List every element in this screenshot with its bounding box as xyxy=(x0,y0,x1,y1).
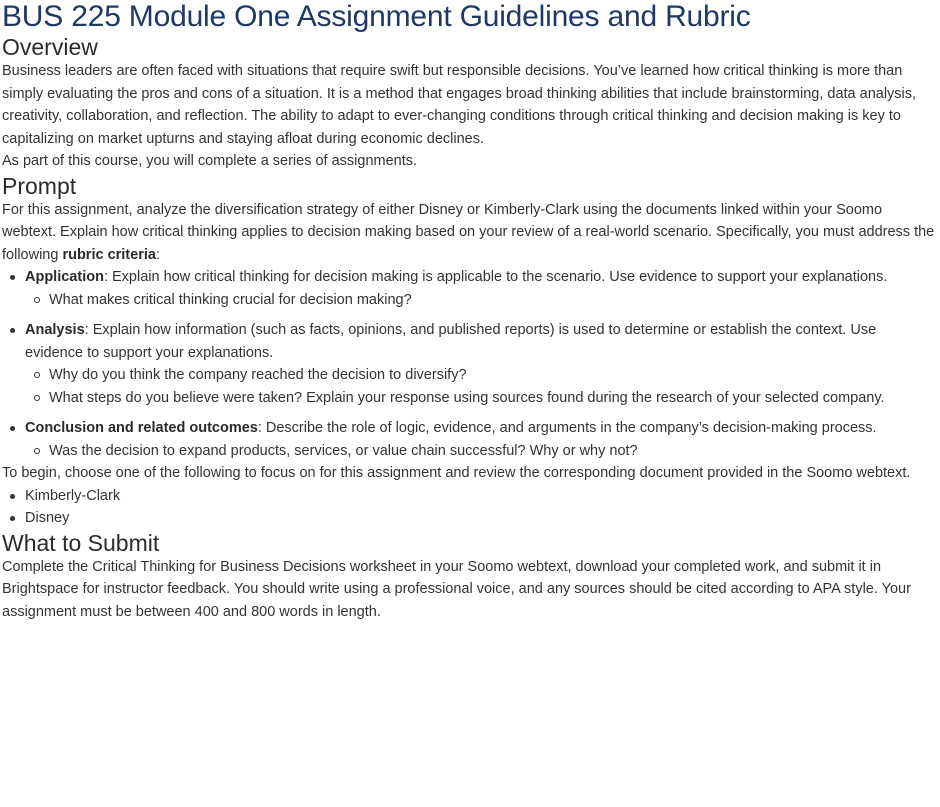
criterion-text: : Explain how information (such as facts, opinions, and published reports) is used to determine or establish the context. Use evidence to support your explanations. xyxy=(25,322,877,361)
page-title: BUS 225 Module One Assignment Guidelines and Rubric xyxy=(2,0,751,33)
criterion-sub-list xyxy=(25,364,936,409)
criterion-text: : Describe the role of logic, evidence, and arguments in the company’s decision-making process. xyxy=(257,420,877,436)
begin-instructions: To begin, choose one of the following to focus on for this assignment and review the corresponding document provided in the Soomo webtext. xyxy=(2,465,911,481)
company-item: Disney xyxy=(25,507,936,530)
criterion-application xyxy=(25,266,936,311)
criterion-sub-list xyxy=(25,440,936,463)
sub-item: Why do you think the company reached the decision to diversify? xyxy=(49,364,936,387)
company-item: Kimberly-Clark xyxy=(25,485,936,508)
overview-paragraph-2: As part of this course, you will complete a series of assignments. xyxy=(2,153,418,169)
prompt-intro-text: For this assignment, analyze the diversification strategy of either Disney or Kimberly-Clark using the documents linked within your Soomo webtext. Explain how critical thinking applies to decision making based on your review of a real-world scenario. Specifically, you must address the following xyxy=(2,201,935,263)
overview-paragraph-1: Business leaders are often faced with situations that require swift but responsible decisions. You’ve learned how critical thinking is more than simply evaluating the pros and cons of a situation. It is a method that engages broad thinking abilities that include brainstorming, data analysis, creativity, collaboration, and reflection. The ability to adapt to ever-changing conditions through critical thinking and decision making is key to capitalizing on market upturns and staying afloat during economic declines. xyxy=(2,63,917,147)
sub-item: Was the decision to expand products, services, or value chain successful? Why or why not? xyxy=(49,440,936,463)
criterion-conclusion xyxy=(25,417,936,462)
sub-item: What makes critical thinking crucial for decision making? xyxy=(49,289,936,312)
criterion-analysis xyxy=(25,319,936,409)
sub-item: What steps do you believe were taken? Explain your response using sources found during the research of your selected company. xyxy=(49,387,936,410)
rubric-criteria-list xyxy=(2,266,936,462)
prompt-intro-bold: rubric criteria xyxy=(62,246,156,263)
prompt-intro xyxy=(2,199,936,267)
submit-heading: What to Submit xyxy=(2,529,160,556)
prompt-heading: Prompt xyxy=(2,172,77,199)
overview-heading: Overview xyxy=(2,34,98,60)
criterion-label: Conclusion and related outcomes xyxy=(25,420,258,436)
criterion-sub-list xyxy=(25,289,936,312)
submit-paragraph: Complete the Critical Thinking for Business Decisions worksheet in your Soomo webtext, download your completed work, and submit it in Brightspace for instructor feedback. You should write using a professional voice, and any sources should be cited according to APA style. Your assignment must be between 400 and 800 words in length. xyxy=(2,558,911,620)
prompt-intro-end: : xyxy=(155,246,160,263)
criterion-text: : Explain how critical thinking for decision making is applicable to the scenario. Use evidence to support your explanations. xyxy=(103,269,888,285)
criterion-label: Application xyxy=(25,269,104,285)
company-list xyxy=(2,485,936,530)
criterion-label: Analysis xyxy=(25,322,85,338)
